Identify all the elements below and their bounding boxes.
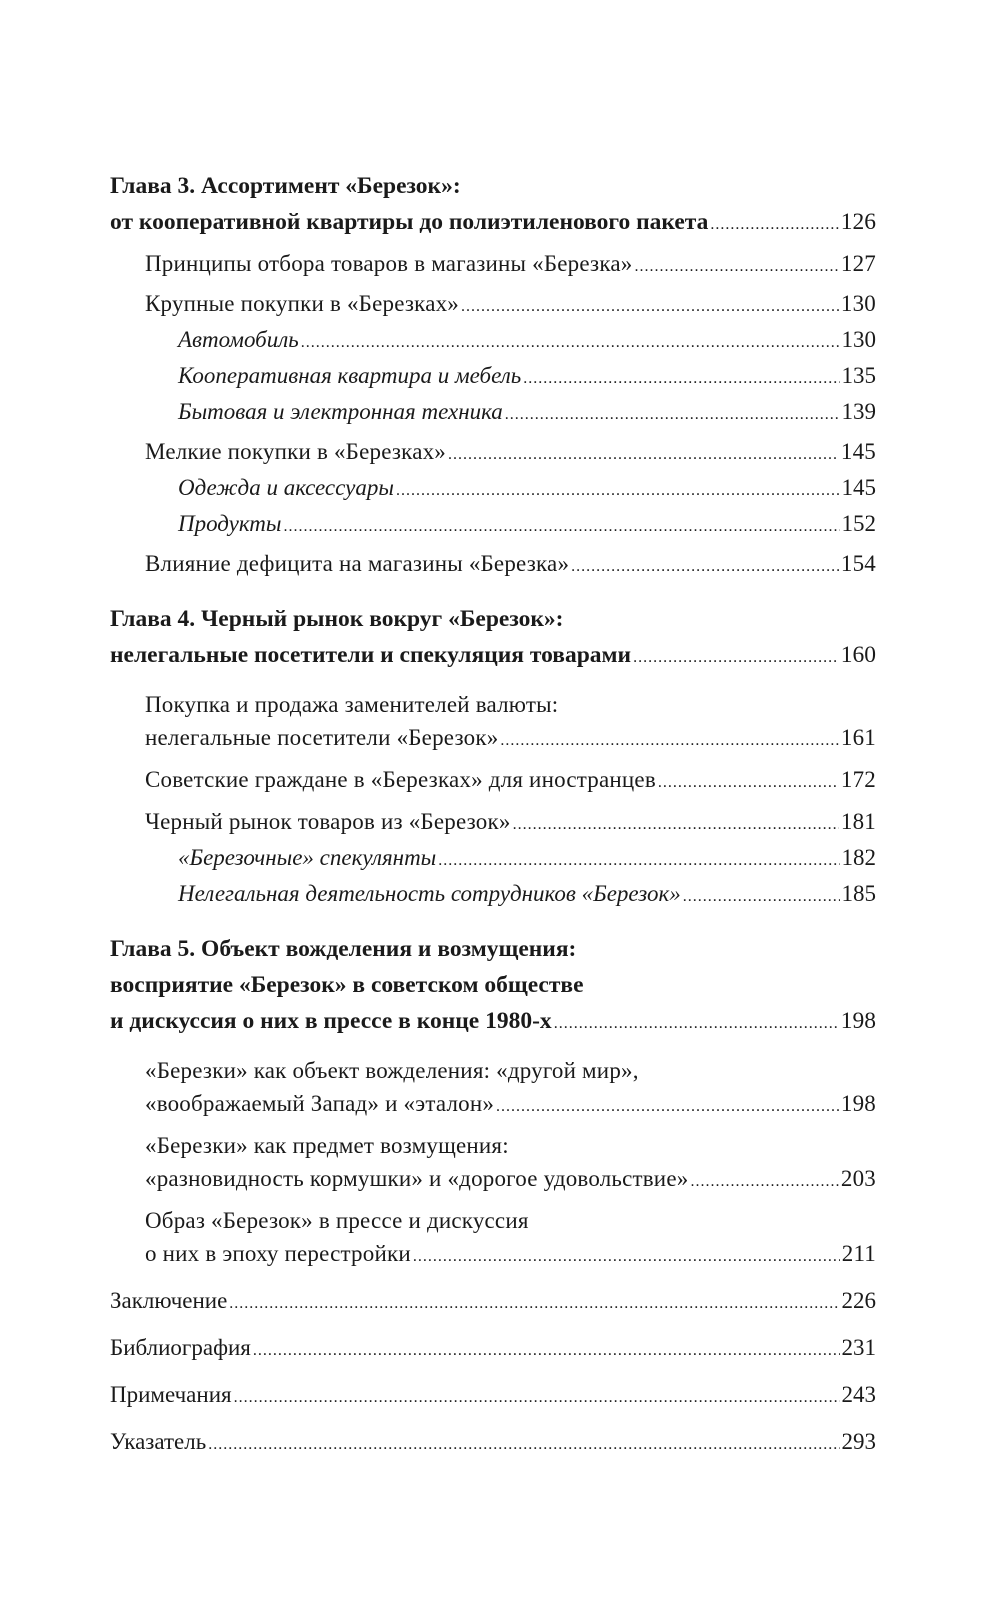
- page-number: 243: [841, 1382, 876, 1407]
- page-number: 211: [841, 1241, 876, 1266]
- dot-leader: [513, 808, 839, 841]
- dot-leader: [658, 766, 839, 799]
- section-title: нелегальные посетители «Березок»: [145, 725, 499, 750]
- page-number: 185: [841, 881, 876, 906]
- toc-section[interactable]: [110, 547, 876, 583]
- toc-subsection[interactable]: [110, 507, 876, 543]
- page-number: 198: [840, 1091, 876, 1116]
- toc-subsection[interactable]: [110, 395, 876, 431]
- toc-section[interactable]: [110, 688, 876, 757]
- section-title: «Березки» как объект вожделения: «другой мир»,: [145, 1058, 639, 1083]
- toc-bibliography[interactable]: [110, 1331, 876, 1367]
- page-number: 154: [840, 551, 876, 576]
- page-number: 181: [840, 809, 876, 834]
- dot-leader: [301, 326, 840, 359]
- toc-subsection[interactable]: [110, 877, 876, 913]
- dot-leader: [710, 207, 838, 243]
- toc-subsection[interactable]: [110, 323, 876, 359]
- subsection-title: «Березочные» спекулянты: [178, 845, 437, 870]
- page-number: 160: [840, 642, 876, 668]
- subsection-title: Нелегальная деятельность сотрудников «Березок»: [178, 881, 681, 906]
- page-number: 130: [840, 291, 876, 316]
- dot-leader: [413, 1240, 840, 1273]
- page-number: 135: [841, 363, 876, 388]
- toc-chapter-5[interactable]: [110, 931, 876, 1042]
- chapter-title-line: Глава 4. Черный рынок вокруг «Березок»:: [110, 606, 564, 632]
- dot-leader: [448, 438, 839, 471]
- toc-chapter-3[interactable]: [110, 168, 876, 243]
- page-number: 127: [840, 251, 876, 276]
- toc-section[interactable]: [110, 1129, 876, 1198]
- section-title: Образ «Березок» в прессе и дискуссия: [145, 1208, 529, 1233]
- subsection-title: Кооперативная квартира и мебель: [178, 363, 522, 388]
- backmatter-title: Примечания: [110, 1382, 232, 1407]
- chapter-title-line: Глава 3. Ассортимент «Березок»:: [110, 173, 461, 199]
- dot-leader: [396, 474, 840, 507]
- toc-section[interactable]: [110, 1204, 876, 1273]
- section-title: Влияние дефицита на магазины «Березка»: [145, 551, 570, 576]
- section-title: Принципы отбора товаров в магазины «Березка»: [145, 251, 633, 276]
- dot-leader: [690, 1165, 838, 1198]
- page-number: 203: [840, 1166, 876, 1191]
- subsection-title: Автомобиль: [178, 327, 299, 352]
- section-title: «воображаемый Запад» и «эталон»: [145, 1091, 495, 1116]
- page-number: 198: [840, 1008, 876, 1034]
- chapter-title-line: от кооперативной квартиры до полиэтиленового пакета: [110, 209, 709, 235]
- toc-chapter-4[interactable]: [110, 601, 876, 676]
- page-number: 172: [840, 767, 876, 792]
- subsection-title: Бытовая и электронная техника: [178, 399, 503, 424]
- page-number: 145: [841, 475, 876, 500]
- dot-leader: [496, 1090, 839, 1123]
- toc-subsection[interactable]: [110, 359, 876, 395]
- toc-section[interactable]: [110, 247, 876, 283]
- page-number: 226: [841, 1288, 876, 1313]
- page-number: 145: [840, 439, 876, 464]
- dot-leader: [208, 1428, 839, 1461]
- page-number: 231: [841, 1335, 876, 1360]
- dot-leader: [461, 290, 839, 323]
- page-number: 139: [841, 399, 876, 424]
- page-number: 182: [841, 845, 876, 870]
- chapter-title-line: Глава 5. Объект вожделения и возмущения:: [110, 936, 577, 962]
- chapter-title-line: восприятие «Березок» в советском обществе: [110, 972, 584, 998]
- backmatter-title: Заключение: [110, 1288, 228, 1313]
- page-number: 152: [841, 511, 876, 536]
- section-title: Советские граждане в «Березках» для иностранцев: [145, 767, 656, 792]
- section-title: Крупные покупки в «Березках»: [145, 291, 459, 316]
- dot-leader: [505, 398, 840, 431]
- toc-section[interactable]: [110, 763, 876, 799]
- section-title: Мелкие покупки в «Березках»: [145, 439, 447, 464]
- dot-leader: [234, 1381, 840, 1414]
- dot-leader: [571, 550, 839, 583]
- dot-leader: [523, 362, 839, 395]
- subsection-title: Одежда и аксессуары: [178, 475, 394, 500]
- section-title: Покупка и продажа заменителей валюты:: [145, 692, 559, 717]
- dot-leader: [554, 1006, 839, 1042]
- dot-leader: [634, 250, 838, 283]
- toc-index[interactable]: [110, 1425, 876, 1461]
- dot-leader: [633, 640, 839, 676]
- page-number: 126: [840, 209, 876, 235]
- section-title: Черный рынок товаров из «Березок»: [145, 809, 511, 834]
- backmatter-title: Библиография: [110, 1335, 251, 1360]
- chapter-title-line: и дискуссия о них в прессе в конце 1980-х: [110, 1008, 552, 1034]
- dot-leader: [683, 880, 840, 913]
- section-title: о них в эпоху перестройки: [145, 1241, 411, 1266]
- toc-notes[interactable]: [110, 1378, 876, 1414]
- toc-section[interactable]: [110, 1054, 876, 1123]
- toc-section[interactable]: [110, 287, 876, 323]
- toc-section[interactable]: [110, 435, 876, 471]
- section-title: «Березки» как предмет возмущения:: [145, 1133, 509, 1158]
- section-title: «разновидность кормушки» и «дорогое удовольствие»: [145, 1166, 689, 1191]
- dot-leader: [253, 1334, 840, 1367]
- dot-leader: [284, 510, 840, 543]
- dot-leader: [500, 724, 838, 757]
- backmatter-title: Указатель: [110, 1429, 207, 1454]
- toc-conclusion[interactable]: [110, 1284, 876, 1320]
- dot-leader: [438, 844, 839, 877]
- table-of-contents: [110, 168, 876, 1461]
- subsection-title: Продукты: [178, 511, 282, 536]
- toc-subsection[interactable]: [110, 471, 876, 507]
- page-number: 130: [841, 327, 876, 352]
- chapter-title-line: нелегальные посетители и спекуляция товарами: [110, 642, 632, 668]
- dot-leader: [229, 1287, 839, 1320]
- toc-subsection[interactable]: [110, 841, 876, 877]
- page-number: 161: [840, 725, 876, 750]
- toc-section[interactable]: [110, 805, 876, 841]
- page-number: 293: [841, 1429, 876, 1454]
